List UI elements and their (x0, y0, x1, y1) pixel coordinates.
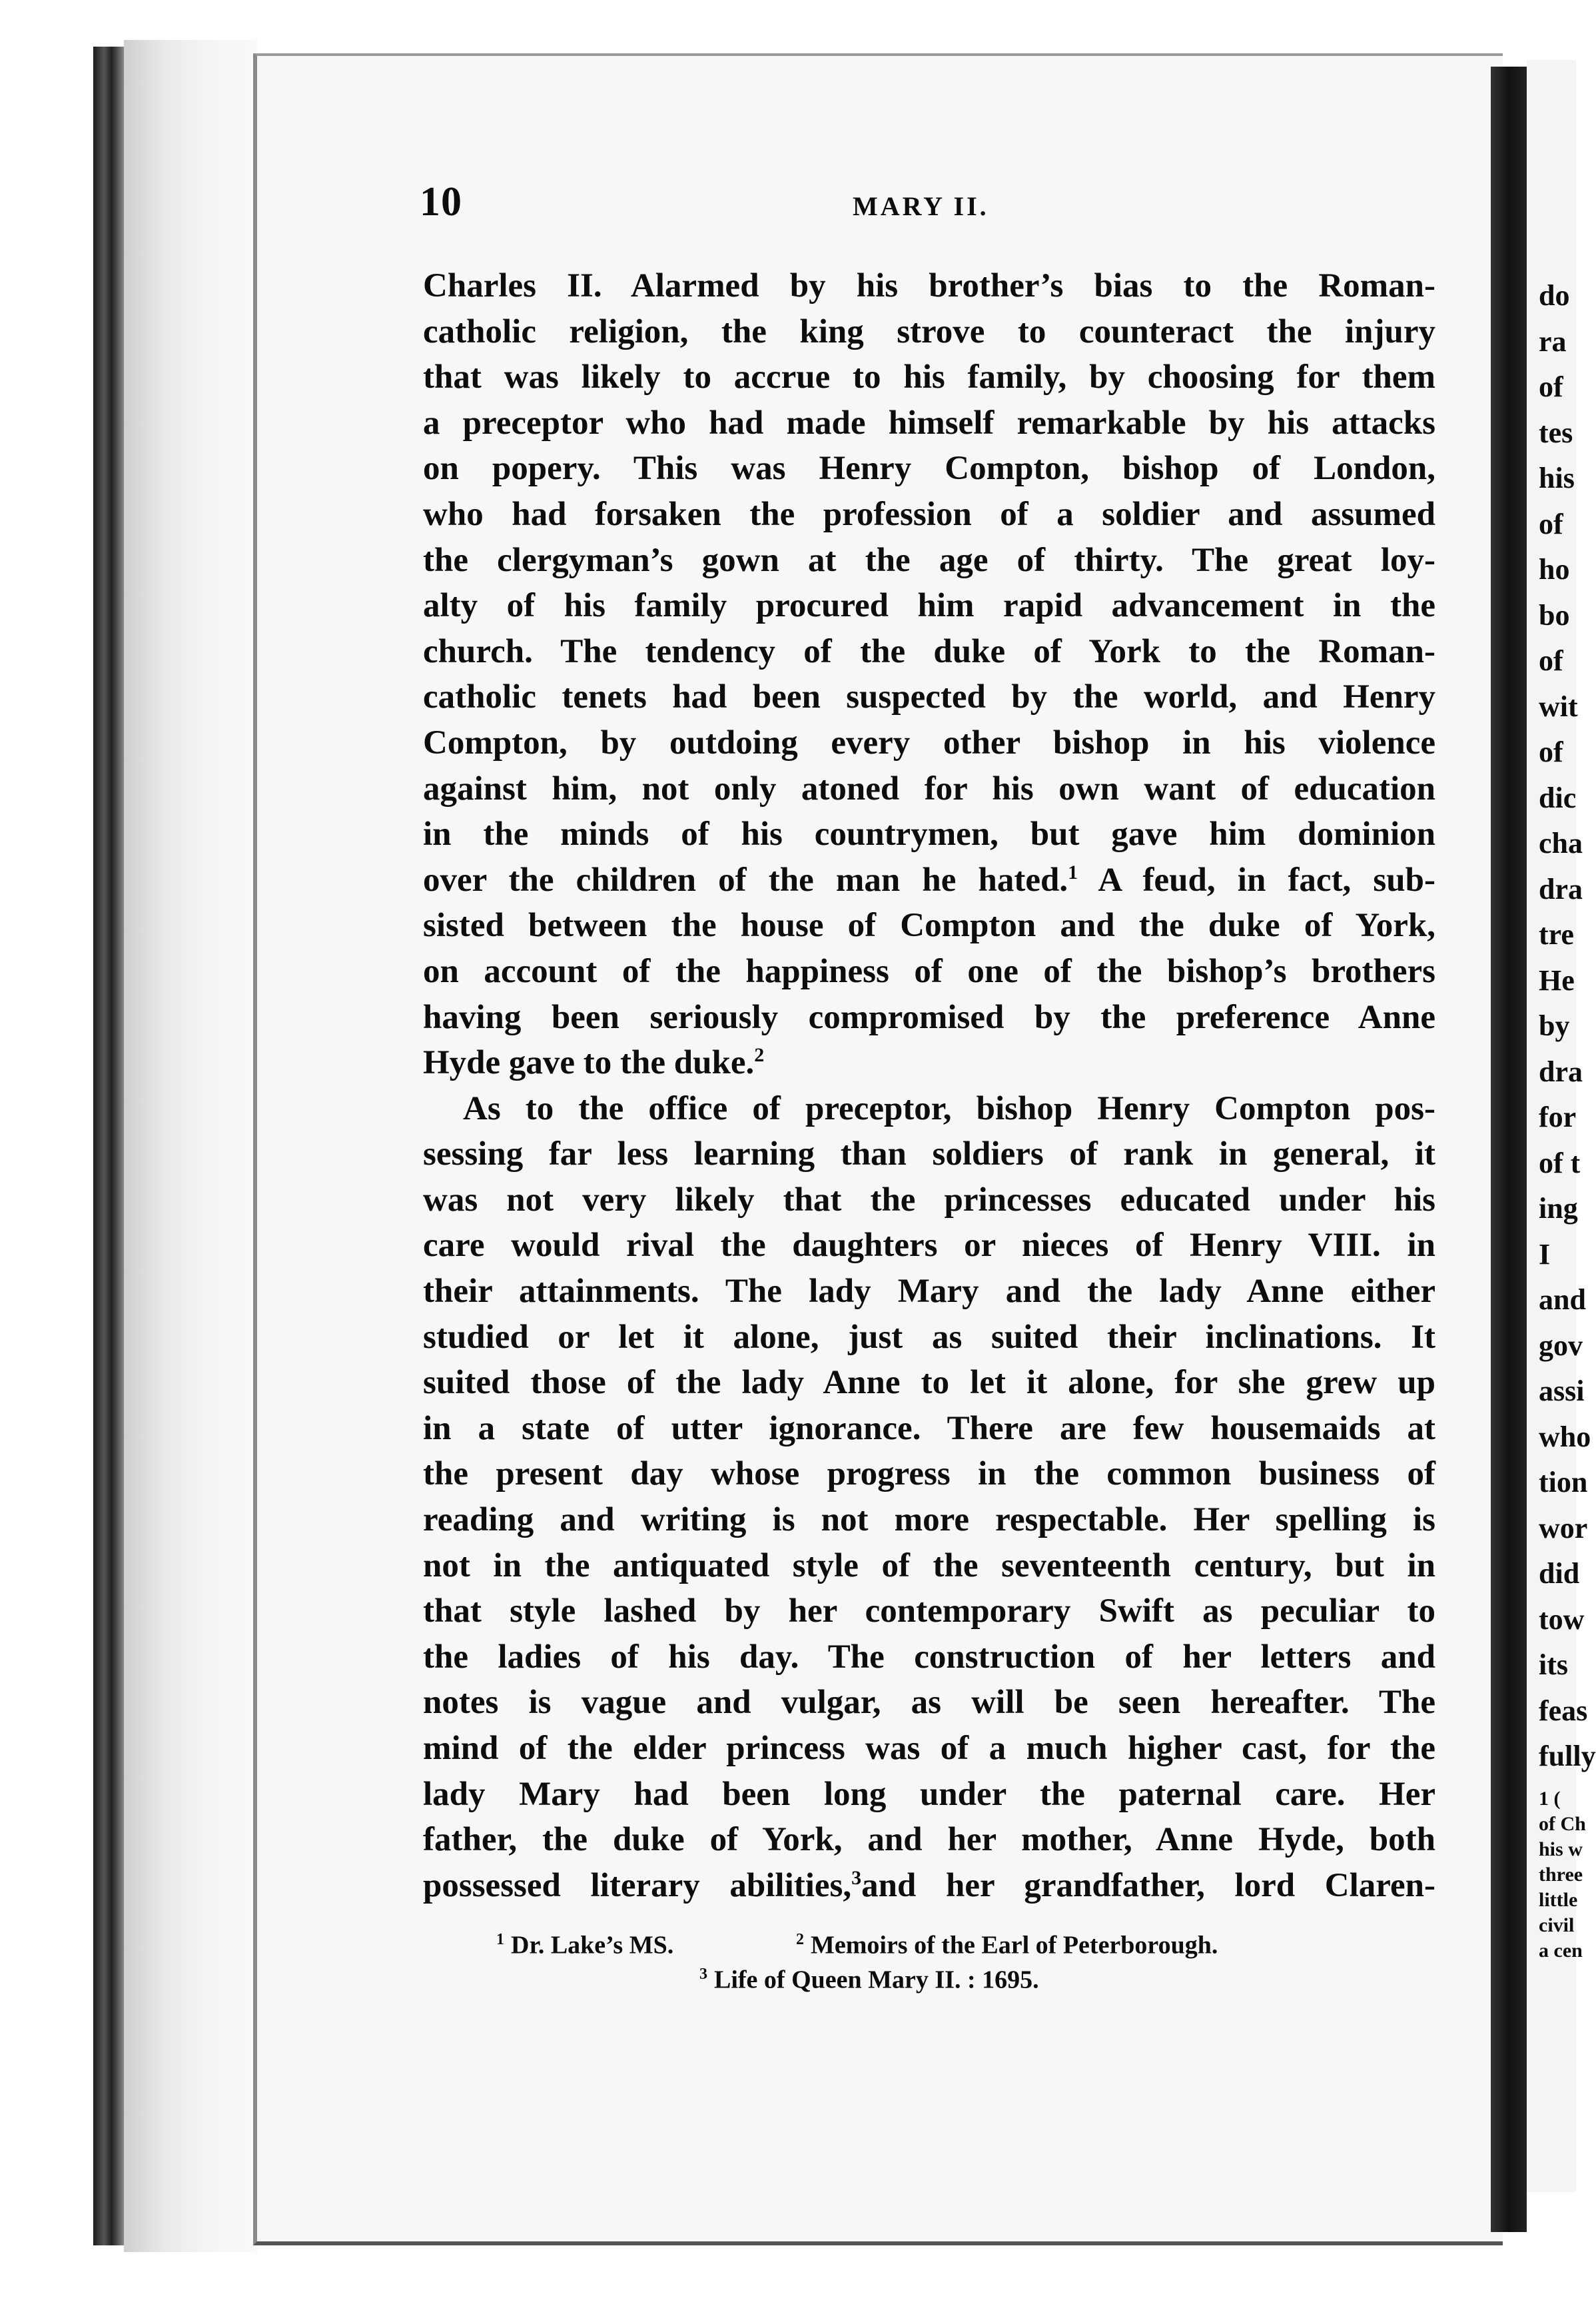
adjacent-page-line: by (1539, 1009, 1570, 1042)
adjacent-page-line: bo (1539, 598, 1570, 632)
text-line: the ladies of his day. The construction of her letters and (423, 1638, 1435, 1676)
adjacent-page-note: of Ch (1539, 1812, 1586, 1835)
text-line: lady Mary had been long under the paternal care. Her (423, 1775, 1435, 1813)
text-line: catholic tenets had been suspected by the world, and Henry (423, 678, 1435, 716)
text-line: suited those of the lady Anne to let it alone, for she grew up (423, 1364, 1435, 1402)
text-line: catholic religion, the king strove to counteract the injury (423, 312, 1435, 350)
adjacent-page-line: of (1539, 370, 1563, 403)
adjacent-page-line: cha (1539, 827, 1583, 860)
text-line: in the minds of his countrymen, but gave him dominion (423, 816, 1435, 854)
adjacent-page-line: of (1539, 507, 1563, 540)
adjacent-page-line: feas (1539, 1694, 1588, 1727)
page-number: 10 (420, 179, 462, 225)
text-line: the clergyman’s gown at the age of thirty. The great loy- (423, 541, 1435, 579)
adjacent-page-line: He (1539, 963, 1575, 997)
footnote-text: Life of Queen Mary II. : 1695. (714, 1966, 1039, 1994)
text-line: who had forsaken the profession of a soldier and assumed (423, 495, 1435, 533)
text-segment: A feud, in fact, sub- (1078, 861, 1435, 899)
text-line: a preceptor who had made himself remarkable by his attacks (423, 404, 1435, 442)
text-line: was not very likely that the princesses educated under his (423, 1181, 1435, 1219)
text-line: on popery. This was Henry Compton, bishop of London, (423, 450, 1435, 488)
text-line (423, 1863, 1435, 1909)
adjacent-page-line: for (1539, 1101, 1577, 1133)
adjacent-page-note: three (1539, 1863, 1583, 1886)
binding-edge-left (93, 47, 124, 2245)
text-line: mind of the elder princess was of a much higher cast, for the (423, 1730, 1435, 1767)
adjacent-page-note: his w (1539, 1838, 1583, 1860)
adjacent-page-line: gov (1539, 1329, 1583, 1362)
text-line: that style lashed by her contemporary Swift as peculiar to (423, 1592, 1435, 1630)
adjacent-page-line: I (1539, 1237, 1551, 1271)
adjacent-page-line: tes (1539, 416, 1573, 449)
text-line: having been seriously compromised by the preference Anne (423, 998, 1435, 1036)
adjacent-page-fragment (1527, 60, 1596, 2192)
adjacent-page-line: ing (1539, 1192, 1578, 1225)
footnote-number: 3 (699, 1966, 707, 1983)
adjacent-page-note: 1 ( (1539, 1787, 1561, 1810)
adjacent-page-line: did (1539, 1557, 1580, 1590)
text-segment: possessed literary abilities, (423, 1866, 852, 1904)
text-line: on account of the happiness of one of the bishop’s brothers (423, 952, 1435, 990)
footnote-number: 1 (496, 1931, 504, 1948)
text-line: care would rival the daughters or nieces of Henry VIII. in (423, 1227, 1435, 1265)
footnote-text: Memoirs of the Earl of Peterborough. (811, 1931, 1218, 1960)
adjacent-page-line: of (1539, 736, 1563, 768)
adjacent-page-note: civil (1539, 1914, 1575, 1936)
running-title: MARY II. (853, 191, 989, 221)
text-line: alty of his family procured him rapid advancement in the (423, 587, 1435, 625)
adjacent-page-line: do (1539, 279, 1570, 312)
adjacent-page-note: little (1539, 1888, 1578, 1911)
text-line: notes is vague and vulgar, as will be seen hereafter. The (423, 1684, 1435, 1722)
adjacent-page-line: wor (1539, 1511, 1588, 1544)
adjacent-page-line: tow (1539, 1602, 1585, 1636)
text-segment: and her grandfather, lord Claren- (861, 1866, 1435, 1904)
footnotes (423, 1922, 1435, 1992)
footnote-ref: 1 (1068, 861, 1078, 883)
footnote-ref: 2 (754, 1044, 765, 1067)
adjacent-page-line: assi (1539, 1375, 1585, 1407)
adjacent-page-line: dra (1539, 1055, 1583, 1088)
text-line: their attainments. The lady Mary and the lady Anne either (423, 1273, 1435, 1311)
adjacent-page-line: his (1539, 462, 1575, 494)
footnote-row (423, 1922, 1435, 1960)
footnote-row (423, 1957, 1435, 1992)
adjacent-page-line: fully (1539, 1740, 1596, 1772)
text-segment: over the children of the man he hated. (423, 861, 1068, 899)
text-line: sisted between the house of Compton and the duke of York, (423, 907, 1435, 945)
page-gutter (124, 40, 257, 2252)
text-line: reading and writing is not more respectable. Her spelling is (423, 1501, 1435, 1539)
text-line (423, 858, 1435, 903)
adjacent-page-line: dic (1539, 781, 1577, 814)
adjacent-page-line: tre (1539, 918, 1574, 951)
footnote-text: Dr. Lake’s MS. (511, 1931, 674, 1960)
text-line: sessing far less learning than soldiers of rank in general, it (423, 1135, 1435, 1173)
adjacent-page-line: tion (1539, 1466, 1588, 1498)
text-line: father, the duke of York, and her mother, Anne Hyde, both (423, 1821, 1435, 1859)
body-text (423, 263, 1435, 1908)
adjacent-page-line: of (1539, 644, 1563, 677)
text-line: church. The tendency of the duke of York to the Roman- (423, 632, 1435, 670)
adjacent-page-line: its (1539, 1648, 1568, 1681)
text-line: the present day whose progress in the common business of (423, 1455, 1435, 1493)
footnote-ref: 3 (851, 1866, 862, 1889)
adjacent-page-line: ra (1539, 324, 1567, 358)
text-line: Charles II. Alarmed by his brother’s bias to the Roman- (423, 267, 1435, 304)
adjacent-page-note: a cen (1539, 1939, 1583, 1962)
footnote-number: 2 (796, 1931, 804, 1948)
adjacent-page-line: ho (1539, 553, 1570, 586)
adjacent-page-line: and (1539, 1283, 1586, 1316)
text-segment: Hyde gave to the duke. (423, 1044, 755, 1082)
text-line (423, 1040, 1435, 1086)
text-line: in a state of utter ignorance. There are few housemaids at (423, 1409, 1435, 1447)
text-line: against him, not only atoned for his own want of education (423, 770, 1435, 808)
adjacent-page-line: wit (1539, 690, 1578, 723)
text-line: studied or let it alone, just as suited their inclinations. It (423, 1318, 1435, 1356)
text-line: As to the office of preceptor, bishop Henry Compton pos- (463, 1089, 1435, 1127)
adjacent-page-line: who (1539, 1420, 1591, 1453)
text-line: Compton, by outdoing every other bishop in his violence (423, 724, 1435, 762)
adjacent-page-line: of t (1539, 1146, 1581, 1179)
adjacent-page-line: dra (1539, 872, 1583, 905)
text-line: not in the antiquated style of the seventeenth century, but in (423, 1546, 1435, 1584)
footnote-3 (699, 1957, 1039, 1998)
binding-edge-right (1491, 67, 1527, 2232)
text-line: that was likely to accrue to his family, by choosing for them (423, 358, 1435, 396)
